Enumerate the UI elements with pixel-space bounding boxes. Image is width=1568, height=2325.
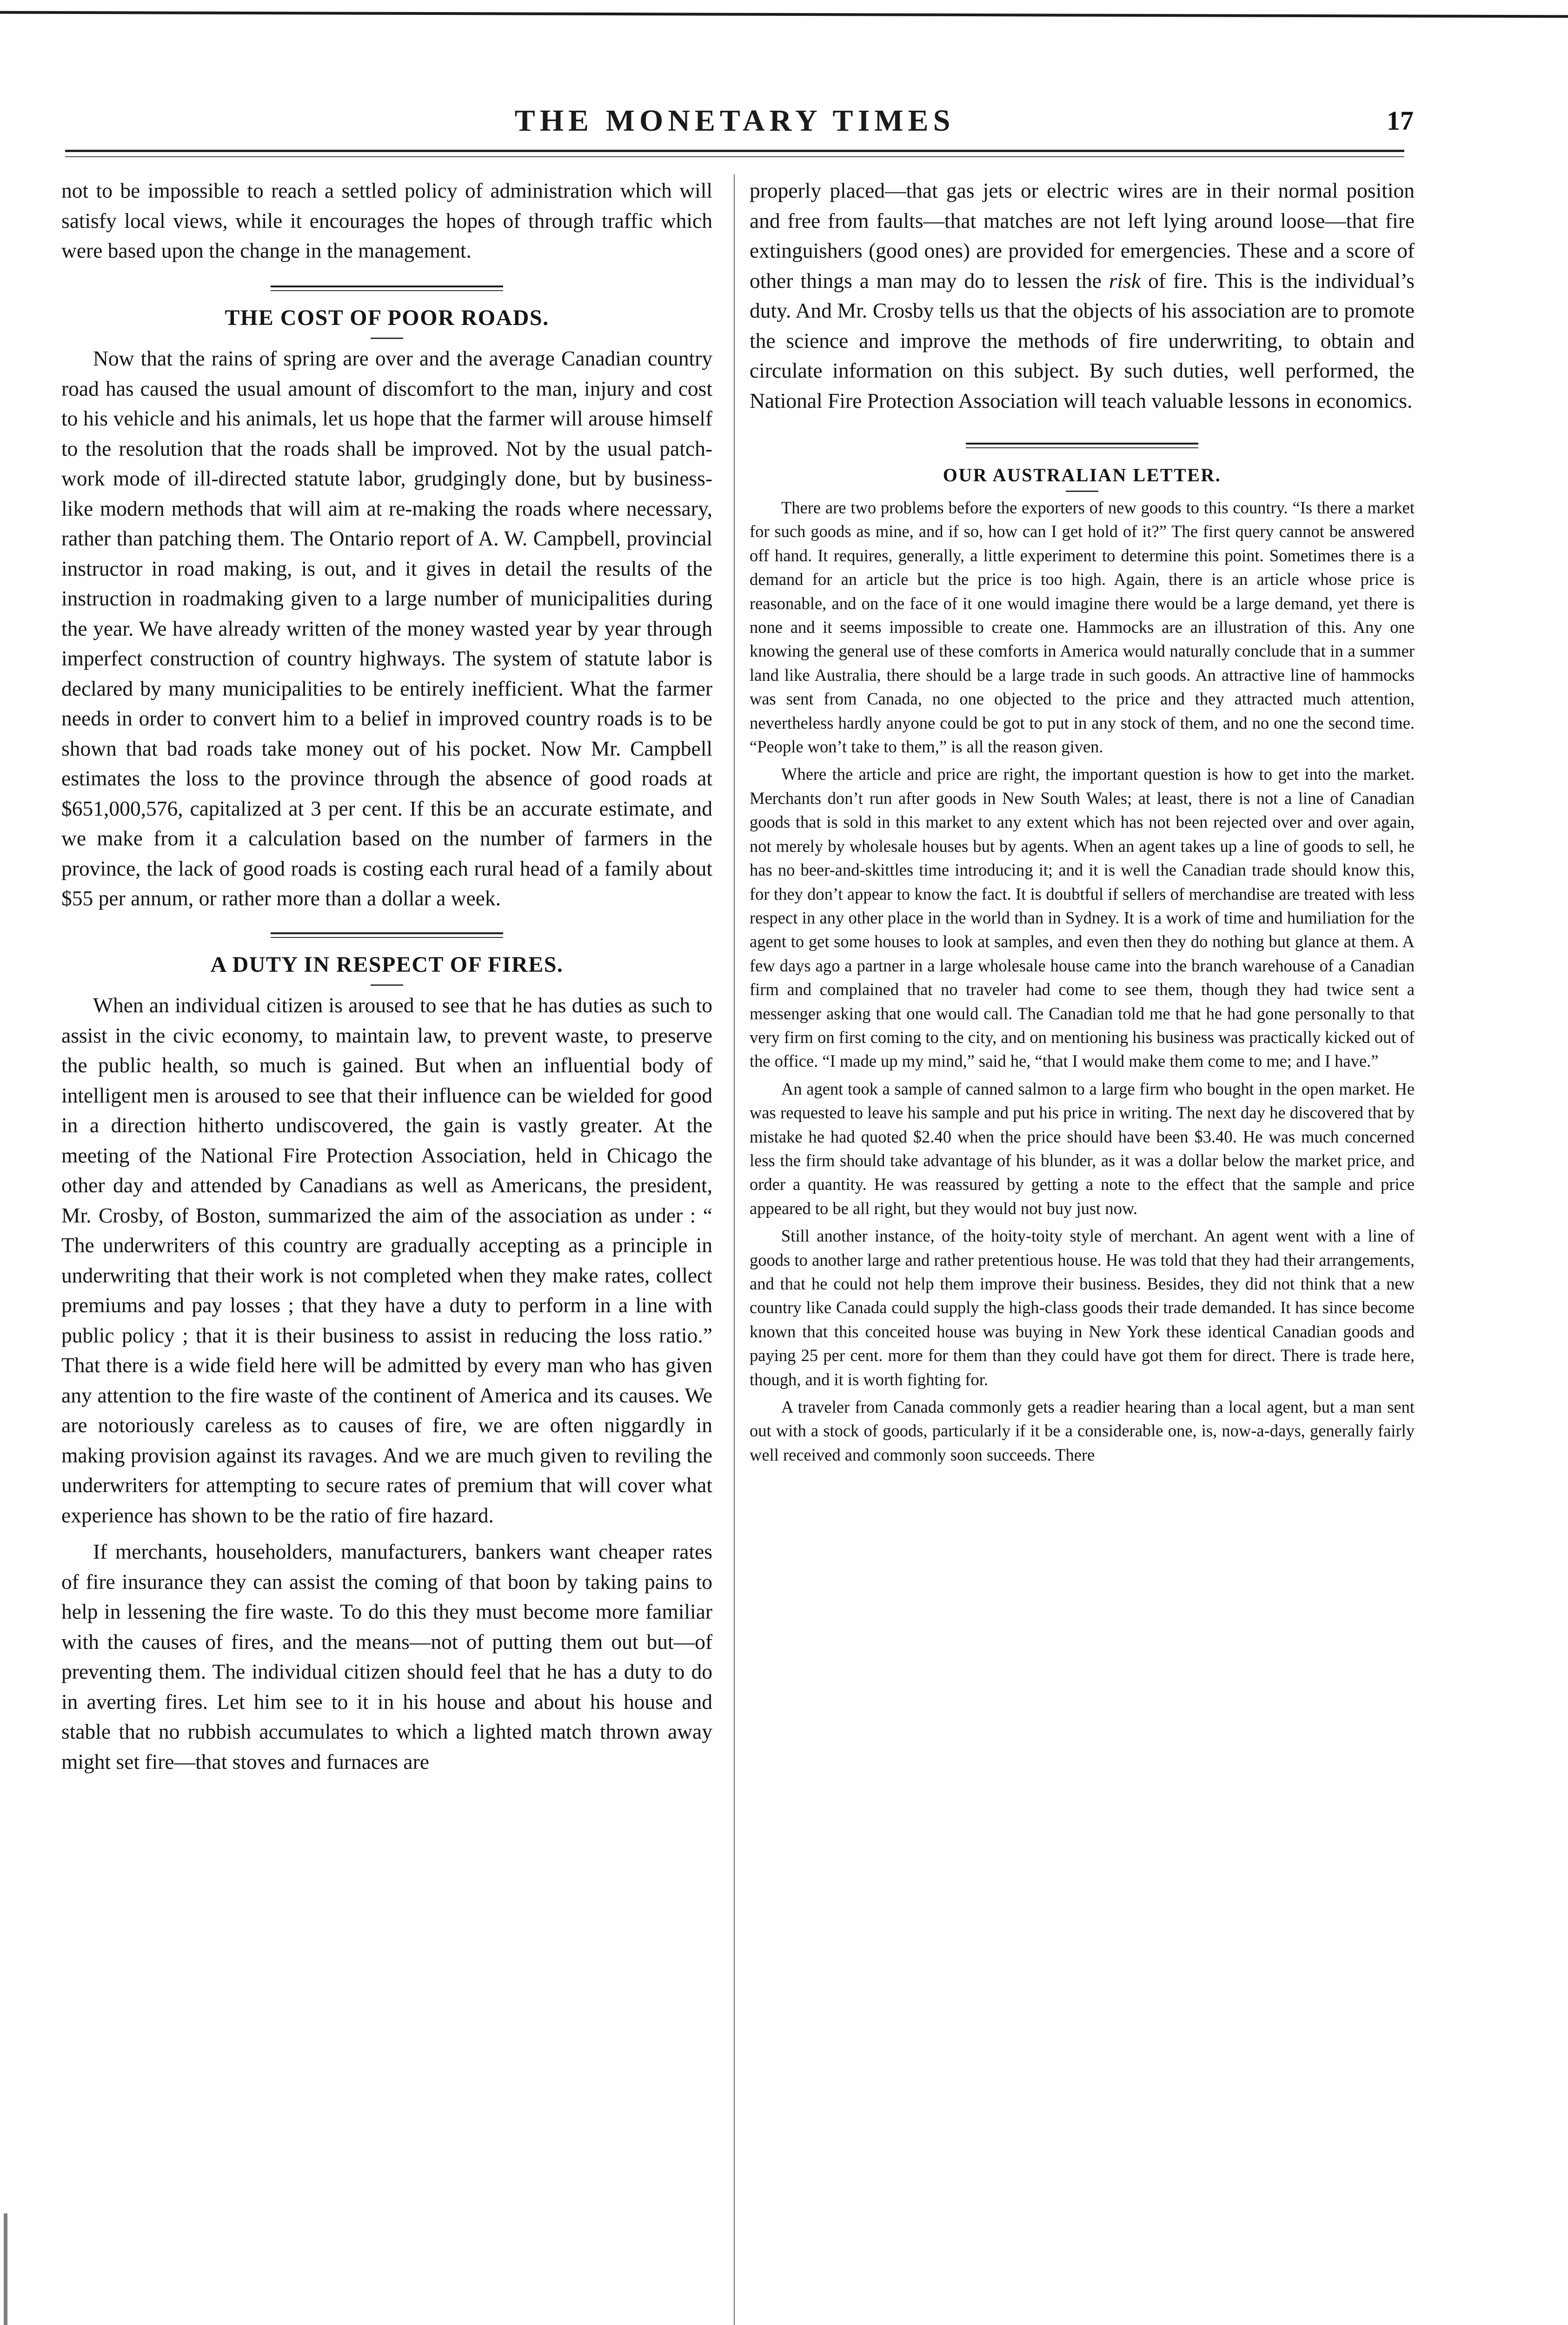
page-number: 17 bbox=[1387, 106, 1414, 136]
page-edge-mark bbox=[4, 2213, 7, 2325]
masthead-title: THE MONETARY TIMES bbox=[514, 104, 955, 138]
section-ornament bbox=[271, 932, 503, 938]
left-column bbox=[61, 176, 712, 1777]
fires-paragraph-1: When an individual citizen is aroused to see that he has duties as such to assist in the civic economy, to maintain law, to prevent waste, to preserve the public health, so much is gained. But when an influential body of intelligent men is aroused to see that their influence can be wielded for good in a direction hitherto undiscovered, the gain is vastly greater. At the meeting of the National Fire Protection Association, held in Chicago the other day and attended by Canadians as well as Americans, the president, Mr. Crosby, of Boston, summarized the aim of the association as under : “ The underwriters of this country are gradually accepting as a principle in underwriting that their work is not completed when they make rates, collect premiums and pay losses ; that they have a duty to perform in a line with public policy ; that it is their business to assist in reducing the loss ratio.” That there is a wide field here will be admitted by every man who has given any attention to the fire waste of the continent of America and its causes. We are notoriously careless as to causes of fire, we are often niggardly in making provision against its ravages. And we are much given to reviling the underwriters for attempting to secure rates of premium that will cover what experience has shown to be the ratio of fire hazard. bbox=[61, 993, 712, 1527]
australian-paragraph-1: There are two problems before the exporters of new goods to this country. “Is there a market for such goods as mine, and if so, how can I get hold of it?” The first query cannot be answered off hand. It requires, generally, a little experiment to determine this point. Sometimes there is a demand for an article but the price is too high. Again, there is an article whose price is reasonable, and on the face of it one would imagine there would be a large demand, yet there is none and it seems impossible to create one. Hammocks are an illustration of this. Any one knowing the general use of these comforts in America would naturally conclude that in a summer land like Australia, there should be a large trade in such goods. An attractive line of hammocks was sent from Canada, no one objected to the price and they attracted much attention, nevertheless hardly anyone could be got to put in any stock of them, and no one the second time. “People won’t take to them,” is all the reason given. bbox=[750, 498, 1415, 757]
fires-continued-text-a: properly placed—that gas jets or electric wires are in their normal position and free from faults—that matches are not left lying around loose—that fire extinguishers (good ones) are provided for emergencies. These and a score of other things a man may do to lessen the bbox=[750, 179, 1415, 292]
australian-paragraph-2: Where the article and price are right, the important question is how to get into the market. Merchants don’t run after goods in New South Wales; at least, there is not a line of Canadian goods that is sold in this market to any extent which has not been rejected over and over again, not merely by wholesale houses but by agents. When an agent takes up a line of goods to sell, he has no beer-and-skittles time introducing it; and it is well the Canadian trade should know this, for they don’t appear to know the fact. It is doubtful if sellers of merchandise are treated with less respect in any other place in the world than in Sydney. It is a work of time and humiliation for the agent to get some houses to look at samples, and even then they do nothing but glance at them. A few days ago a partner in a large wholesale house came into the branch warehouse of a Canadian firm and complained that no traveler had come to see them, though they had twice sent a messenger asking that one would call. The Canadian told me that he had gone personally to that very firm on first coming to the city, and on mentioning his business was practically kicked out of the office. “I made up my mind,” said he, “that I would make them come to me; and I have.” bbox=[750, 764, 1415, 1071]
header-rule-thick bbox=[65, 150, 1404, 152]
section-ornament bbox=[271, 286, 503, 291]
australian-paragraph-5: A traveler from Canada commonly gets a readier hearing than a local agent, but a man sent out with a stock of goods, particularly if it be a considerable one, is, now-a-days, generally fairly well received and commonly soon succeeds. There bbox=[750, 1397, 1415, 1464]
fires-continued-text-b: of fire. This is the individual’s duty. And Mr. Crosby tells us that the objects of his association are to promote the science and improve the methods of fire underwriting, to obtain and circulate information on this subject. By such duties, well performed, the National Fire Protection Association will teach valuable lessons in economics. bbox=[750, 268, 1415, 412]
header-rule-thin bbox=[65, 156, 1404, 157]
continued-paragraph: not to be impossible to reach a settled policy of administration which will satisfy local views, while it encourages the hopes of through traffic which were based upon the change in the management. bbox=[61, 179, 712, 262]
fires-continued-paragraph bbox=[750, 176, 1415, 416]
heading-our-australian-letter: OUR AUSTRALIAN LETTER. bbox=[943, 465, 1222, 485]
roads-paragraph: Now that the rains of spring are over and the average Canadian country road has caused the usual amount of discomfort to the man, injury and cost to his vehicle and his animals, let us hope that the farmer will arouse himself to the resolution that the roads shall be improved. Not by the usual patch-work mode of ill-directed statute labor, grudgingly done, but by business-like modern methods that will aim at re-making the roads where necessary, rather than patching them. The Ontario report of A. W. Campbell, provincial instructor in road making, is out, and it gives in detail the results of the instruction in roadmaking given to a large number of municipalities during the year. We have already written of the money wasted year by year through imperfect construction of country highways. The system of statute labor is declared by many municipalities to be entirely inefficient. What the farmer needs in order to convert him to a belief in improved country roads is to be shown that bad roads take money out of his pocket. Now Mr. Campbell estimates the loss to the province through the absence of good roads at $651,000,576, capitalized at 3 per cent. If this be an accurate estimate, and we make from it a calculation based on the number of farmers in the province, the lack of good roads is costing each rural head of a family about $55 per annum, or rather more than a dollar a week. bbox=[61, 346, 712, 910]
heading-cost-of-poor-roads: THE COST OF POOR ROADS. bbox=[225, 305, 549, 330]
top-border-line bbox=[0, 11, 1568, 18]
australian-paragraph-3: An agent took a sample of canned salmon to a large firm who bought in the open market. He was requested to leave his sample and put his price in writing. The next day he discovered that by mistake he had quoted $2.40 when the price should have been $3.40. He was much concerned less the firm should take advantage of his blunder, as it was a dollar below the market price, and order a quantity. He was reassured by getting a note to the effect that the sample and price appeared to be all right, but they would not buy just now. bbox=[750, 1079, 1415, 1218]
australian-paragraph-4: Still another instance, of the hoity-toity style of merchant. An agent went with a line of goods to another large and rather pretentious house. He was told that they had their arrangements, and that he could not help them improve their business. Besides, they did not think that a new country like Canada could supply the high-class goods their trade demanded. It has since become known that this conceited house was buying in New York these identical Canadian goods and paying 25 per cent. more for them than they could have got them for direct. There is trade here, though, and it is worth fighting for. bbox=[750, 1226, 1415, 1389]
page-header bbox=[56, 103, 1414, 154]
fires-continued-emphasis: risk bbox=[1109, 268, 1141, 292]
heading-duty-in-respect-of-fires: A DUTY IN RESPECT OF FIRES. bbox=[210, 952, 564, 977]
fires-paragraph-2: If merchants, householders, manufacturers, bankers want cheaper rates of fire insurance they can assist the coming of that boon by taking pains to help in lessening the fire waste. To do this they must become more familiar with the causes of fires, and the means—not of putting them out but—of preventing them. The individual citizen should feel that he has a duty to do in averting fires. Let him see to it in his house and about his house and stable that no rubbish accumulates to which a lighted match thrown away might set fire—that stoves and furnaces are bbox=[61, 1540, 712, 1774]
section-ornament bbox=[966, 443, 1198, 448]
right-column bbox=[750, 176, 1415, 1467]
column-divider bbox=[734, 174, 735, 2325]
